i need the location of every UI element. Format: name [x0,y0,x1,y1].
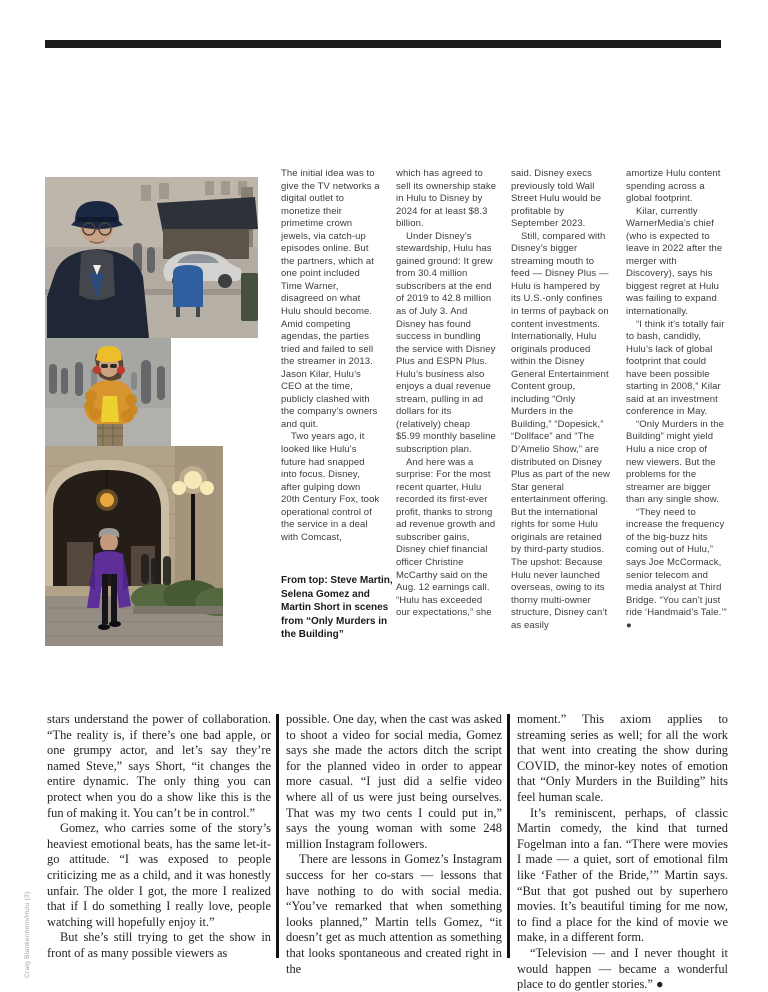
column-divider-rule [507,714,510,958]
photo-credit: Craig Blankenhorn/Hulu (3) [24,891,31,978]
paragraph: said. Disney execs previously told Wall Street Hulu would be profitable by September 2023. [511,168,602,230]
article-column-2 [396,168,497,620]
paragraph: amortize Hulu content spending across a global footprint. [626,168,721,205]
column-divider-rule [276,714,279,958]
paragraph: It’s reminiscent, perhaps, of classic Martin comedy, the kind that turned Fogelman into a fan. “There were movies I made — a quiet, sort of emotional film like ‘Father of the Bride,’” Martin says. “But that got pushed out by superhero movies. It’s beautiful timing for me now, to find a place for the kind of movie we make, in a different form. [517,805,728,945]
photo-martin-short [45,446,223,646]
article-column-3 [511,168,612,632]
photo-steve-martin [45,177,258,338]
paragraph: stars understand the power of collaboration. “The reality is, if there’s one bad apple, or one grumpy actor, and let’s say they’re named Steve,” says Short, “it changes the entire dynamic. The only thing you can protect when you do a show like this is the fun of making it. You can’t be in control.” [47,712,271,820]
article-column-1 [281,168,382,544]
paragraph: which has agreed to sell its ownership stake in Hulu to Disney by 2024 for at least $8.3 billion. [396,168,497,230]
paragraph: “Only Murders in the Building” might yield Hulu a nice crop of new viewers. But the problems for the streamer are bigger than any single show. [626,418,725,506]
paragraph: “Television — and I never thought it would happen — became a wonderful place to do gentler stories.” ● [517,945,728,992]
paragraph: But she’s still trying to get the show in front of as many possible viewers as [47,930,271,960]
bottom-column-1 [47,712,271,962]
photo-steve-martin-illustration [45,177,258,338]
bottom-column-3 [517,712,728,992]
paragraph: “They need to increase the frequency of the big-buzz hits coming out of Hulu,” says Joe McCormack, senior telecom and media analyst at Third Bridge. “You can’t just ride ‘Handmaid’s Tale.’” ● [626,506,727,631]
paragraph: Two years ago, it looked like Hulu’s future had snapped into focus. Disney, after gulping down 20th Century Fox, took operational control of the service in a deal with Comcast, [281,431,380,543]
photo-selena-gomez-illustration [45,338,171,446]
paragraph: And here was a surprise: For the most recent quarter, Hulu recorded its first-ever profit, thanks to strong ad revenue growth and subscriber gains, Disney chief financial officer Christine McCarthy said on the Aug. 12 earnings call. “Hulu has exceeded our expectations,” she [396,456,496,619]
article-column-4 [626,168,727,632]
paragraph: possible. One day, when the cast was asked to shoot a video for social media, Gomez says she made the actors ditch the script for the planned video in order to appear more casual. “I just did a selfie video where all of us were just being ourselves. That was my two cents I could put in,” says the young woman with some 248 million Instagram followers. [286,712,502,851]
photo-selena-gomez [45,338,171,446]
paragraph: Kilar, currently WarnerMedia’s chief (who is expected to leave in 2022 after the merger with Discovery), says his biggest regret at Hulu was failing to expand internationally. [626,205,723,318]
paragraph: The initial idea was to give the TV networks a digital outlet to monetize their primetime crown jewels, via catch-up episodes online. But the partners, which at one point included Time Warner, disagreed on what Hulu should become. Amid competing agendas, the parties tried and failed to sell the streamer in 2013. Jason Kilar, Hulu’s CEO at the time, publicly clashed with the company’s owners and quit. [281,168,380,430]
paragraph: “I think it’s totally fair to bash, candidly, Hulu’s lack of global footprint that could have been possible starting in 2008,” Kilar said at an investment conference in May. [626,318,725,418]
photo-martin-short-illustration [45,446,223,646]
paragraph: There are lessons in Gomez’s Instagram success for her co-stars — lessons that have nothing to do with social media. “You’ve remarked that when something looks planned,” Martin tells Gomez, “it doesn’t get as much attention as something that looks spontaneous and created right in the [286,852,502,976]
paragraph: moment.” This axiom applies to streaming series as well; for all the work that went into creating the show during COVID, the minor-key notes of emotion that “Only Murders in the Building” hits feel human scale. [517,712,728,804]
bottom-column-2 [286,712,502,977]
paragraph: Gomez, who carries some of the story’s heaviest emotional beats, has the same let-it-go attitude. “I was exposed to people criticizing me as a child, and it was honestly unfair. The older I got, the more I realized that if I do something I really love, people watching will hopefully enjoy it.” [47,821,271,929]
paragraph: Under Disney’s stewardship, Hulu has gained ground: It grew from 30.4 million subscribers at the end of 2019 to 42.8 million as of July 3. And Disney has found success in bundling the service with Disney Plus and ESPN Plus. Hulu’s business also enjoys a dual revenue stream, pulling in ad dollars for its (relatively) cheap $5.99 monthly baseline subscription plan. [396,230,496,456]
paragraph: Still, compared with Disney’s bigger streaming mouth to feed — Disney Plus — Hulu is hampered by its U.S.-only confines in terms of payback on content investments. Internationally, Hulu originals produced within the Disney General Entertainment Content group, including “Only Murders in the Building,” “Dopesick,” “Dollface” and “The D’Amelio Show,” are distributed on Disney Plus as part of the new Star general entertainment offering. But the international rights for some Hulu originals are retained by third-party studios. The upshot: Because Hulu never launched overseas, owing to its thorny multi-owner structure, Disney can’t as easily [511,230,610,631]
top-rule [45,40,721,48]
photo-caption: From top: Steve Martin, Selena Gomez and Martin Short in scenes from “Only Murders in the Building” [281,575,393,640]
